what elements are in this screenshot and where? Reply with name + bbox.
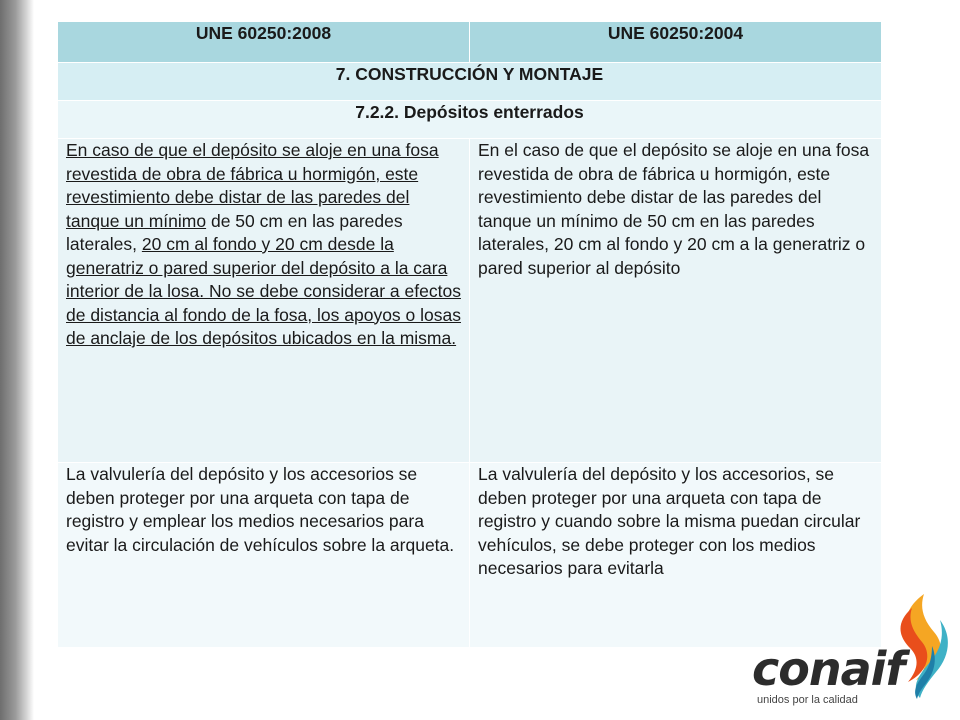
logo-tagline: unidos por la calidad <box>757 694 858 706</box>
row2-left-cell: La valvulería del depósito y los accesorios se deben proteger por una arqueta con tapa de registro y emplear los medios necesarios para evitar la circulación de vehículos sobre la arqueta. <box>58 463 470 648</box>
logo-wordmark: conaif <box>752 642 905 696</box>
left-gradient-bar <box>0 0 34 720</box>
underlined-text: En caso de que el depósito se aloje en una fosa revestida de obra de fábrica u hormigón, este revestimiento debe distar de las paredes del tanque un mínimo <box>66 140 439 231</box>
comparison-table <box>57 21 882 648</box>
section-title: 7. CONSTRUCCIÓN Y MONTAJE <box>58 63 882 101</box>
underlined-text: 20 cm al fondo y 20 cm desde la generatriz o pared superior del depósito a la cara interior de la losa. No se debe considerar a efectos de distancia al fondo de la fosa, los apoyos o losas de anclaje de los depósitos ubicados en la misma. <box>66 234 461 348</box>
section-row <box>58 63 882 101</box>
row2-right-cell: La valvulería del depósito y los accesorios, se deben proteger por una arqueta con tapa de registro y cuando sobre la misma puedan circular vehículos, se debe proteger con los medios necesarios para evitarla <box>470 463 882 648</box>
subsection-row <box>58 101 882 139</box>
header-row <box>58 22 882 63</box>
subsection-title: 7.2.2. Depósitos enterrados <box>58 101 882 139</box>
row1-right-cell: En el caso de que el depósito se aloje en una fosa revestida de obra de fábrica u hormigón, este revestimiento debe distar de las paredes del tanque un mínimo de 50 cm en las paredes laterales, 20 cm al fondo y 20 cm a la generatriz o pared superior al depósito <box>470 139 882 463</box>
table-row <box>58 139 882 463</box>
plain-text: de 50 cm en las paredes laterales, <box>66 210 403 254</box>
conaif-logo <box>752 590 952 710</box>
col1-header: UNE 60250:2008 <box>58 22 470 63</box>
row1-left-cell <box>58 139 470 463</box>
col2-header: UNE 60250:2004 <box>470 22 882 63</box>
